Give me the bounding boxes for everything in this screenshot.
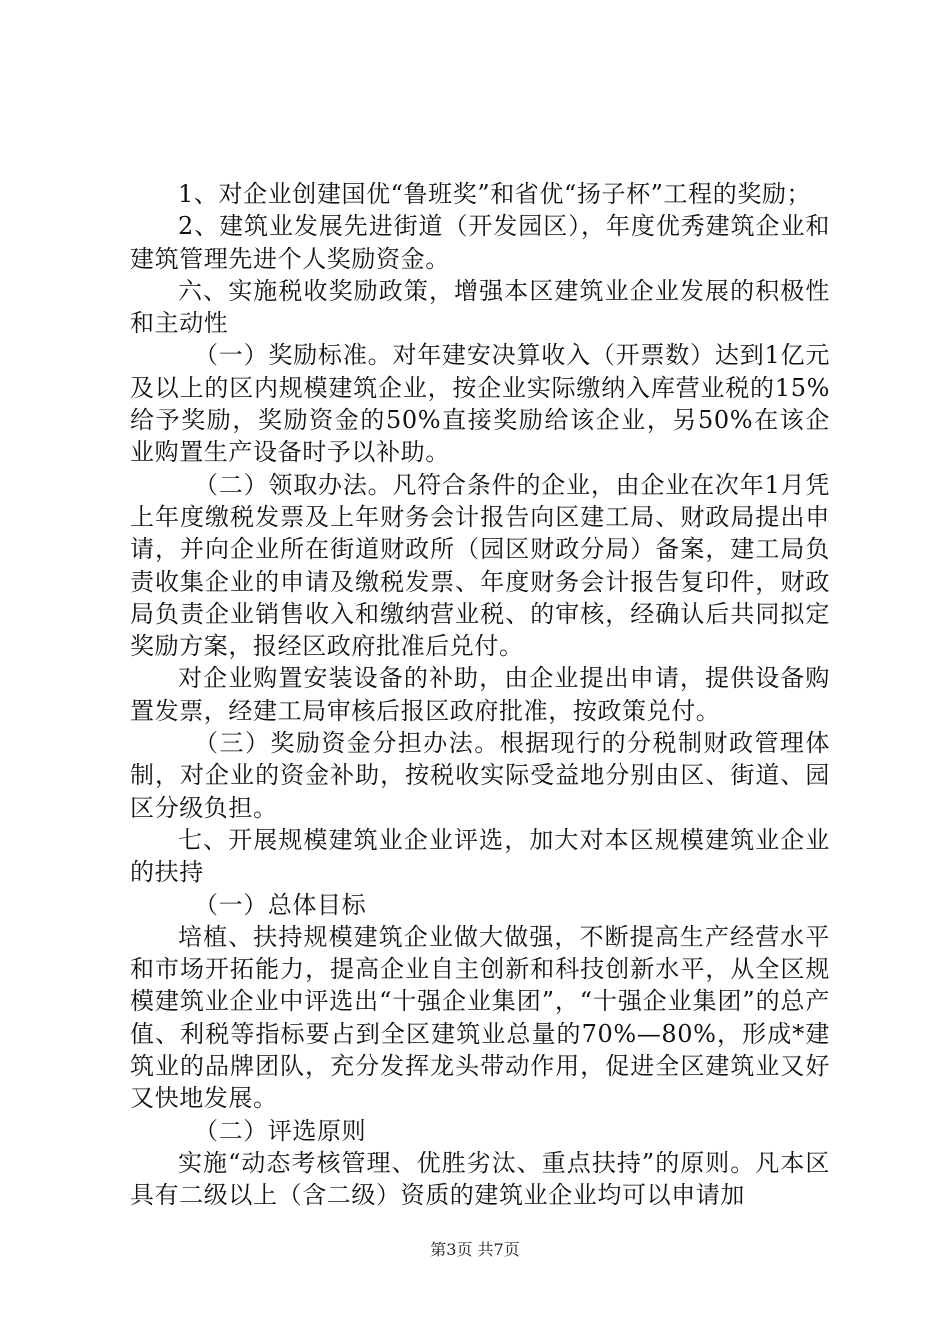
subheading-selection-principle: （二）评选原则 (194, 1116, 367, 1145)
paragraph-overall-goal: 培植、扶持规模建筑企业做大做强，不断提高生产经营水平和市场开拓能力，提高企业自主创新和科技创新水平，从全区规模建筑业企业中评选出“十强企业集团”，“十强企业集团”的总产值、利税等指标要占到全区建筑业总量的70%—80%，形成*建筑业的品牌团队，充分发挥龙头带动作用，促进全区建筑业又好又快地发展。 (130, 922, 830, 1113)
paragraph-equipment-subsidy: 对企业购置安装设备的补助，由企业提出申请，提供设备购置发票，经建工局审核后报区政府批准，按政策兑付。 (130, 664, 830, 725)
section-heading-seven: 七、开展规模建筑业企业评选，加大对本区规模建筑业企业的扶持 (130, 825, 830, 887)
paragraph-award-luban: 1、对企业创建国优“鲁班奖”和省优“扬子杯”工程的奖励； (178, 180, 812, 208)
document-body (130, 178, 830, 1212)
subheading-overall-goal: （一）总体目标 (194, 890, 367, 919)
paragraph-fund-sharing: （三）奖励资金分担办法。根据现行的分税制财政管理体制，对企业的资金补助，按税收实际受益地分别由区、街道、园区分级负担。 (130, 729, 830, 822)
section-heading-six: 六、实施税收奖励政策，增强本区建筑业企业发展的积极性和主动性 (130, 276, 830, 338)
paragraph-award-advanced-streets: 2、建筑业发展先进街道（开发园区），年度优秀建筑企业和建筑管理先进个人奖励资金。 (130, 212, 830, 273)
paragraph-claim-method: （二）领取办法。凡符合条件的企业，由企业在次年1月凭上年度缴税发票及上年财务会计报告向区建工局、财政局提出申请，并向企业所在街道财政所（园区财政分局）备案，建工局负责收集企业的申请及缴税发票、年度财务会计报告复印件，财政局负责企业销售收入和缴纳营业税、的审核，经确认后共同拟定奖励方案，报经区政府批准后兑付。 (130, 470, 830, 661)
paragraph-selection-principle: 实施“动态考核管理、优胜劣汰、重点扶持”的原则。凡本区具有二级以上（含二级）资质的建筑业企业均可以申请加 (130, 1148, 830, 1210)
paragraph-reward-standard: （一）奖励标准。对年建安决算收入（开票数）达到1亿元及以上的区内规模建筑企业，按企业实际缴纳入库营业税的15%给予奖励，奖励资金的50%直接奖励给该企业，另50%在该企业购置生产设备时予以补助。 (130, 341, 830, 467)
page-number-footer: 第3页 共7页 (430, 1240, 520, 1259)
